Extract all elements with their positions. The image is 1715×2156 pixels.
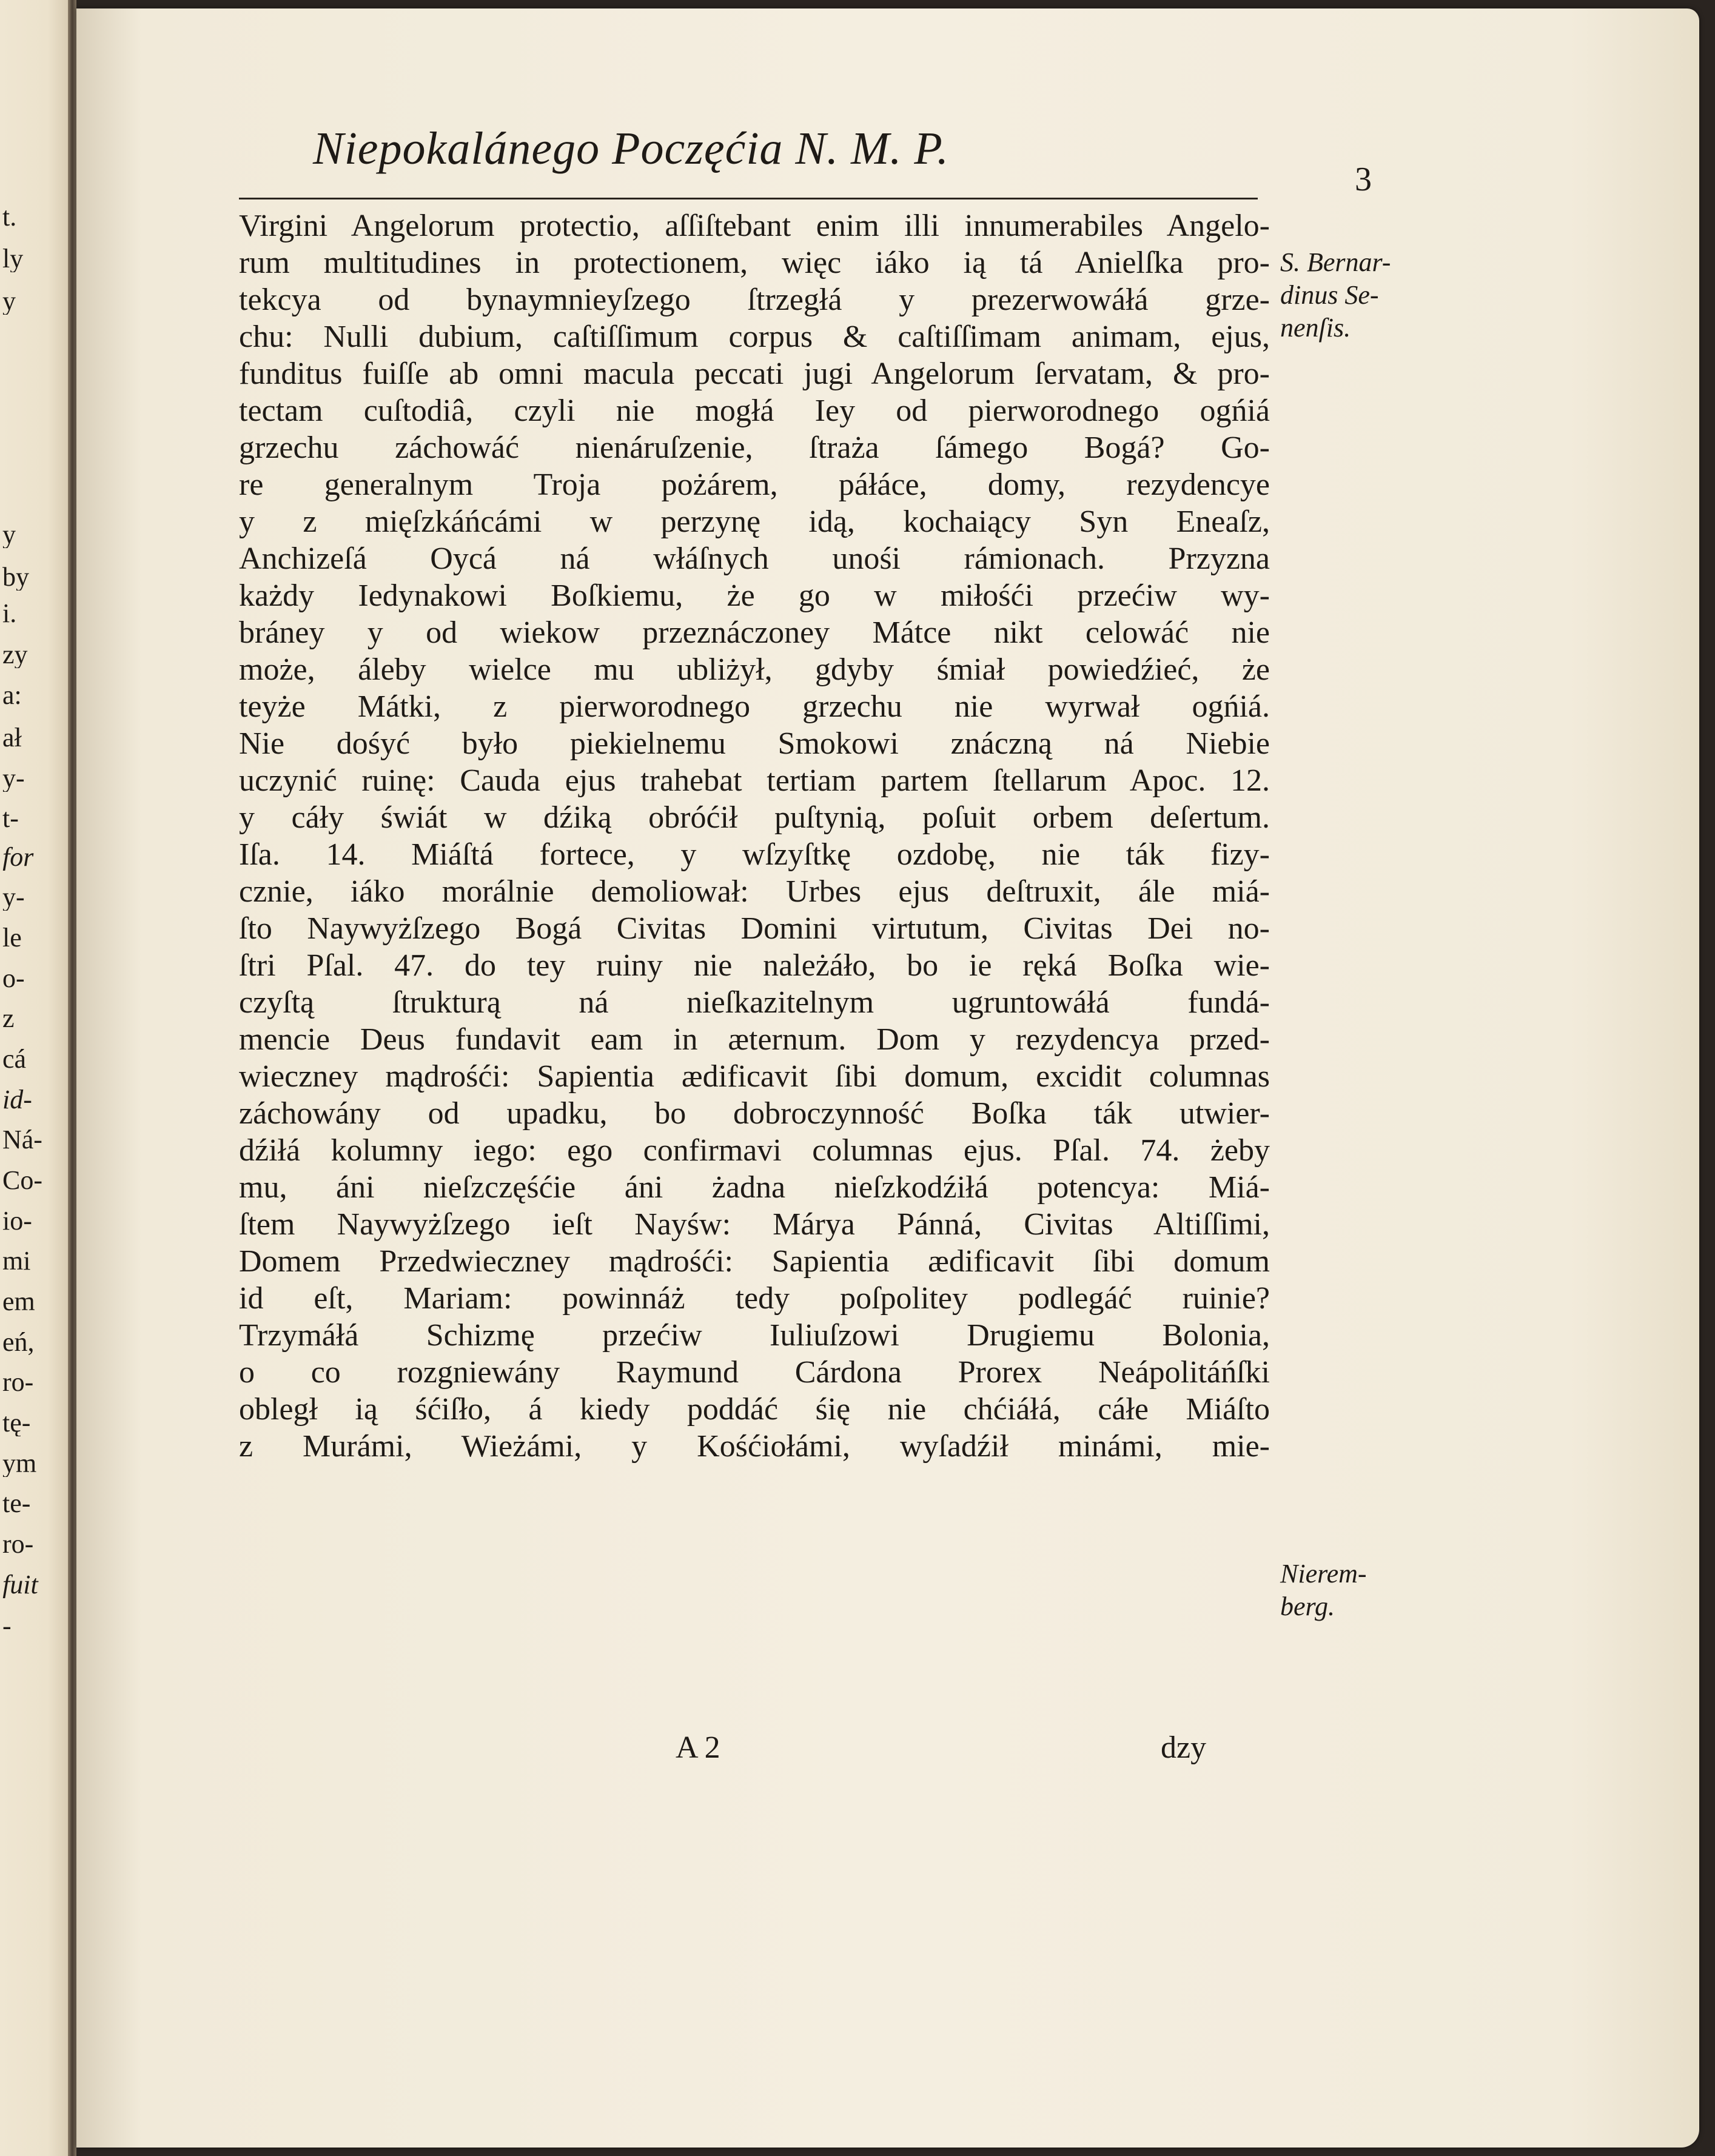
signature-mark: A 2: [676, 1730, 720, 1765]
facing-page-text-fragment: le: [2, 925, 22, 951]
text-line: mencie Deus fundavit eam in æternum. Dom y rezydencya przed-: [239, 1022, 1270, 1057]
text-line: wieczney mądrośći: Sapientia ædificavit ſibi domum, excidit columnas: [239, 1059, 1270, 1094]
margin-note-line: S. Bernar-: [1280, 247, 1391, 277]
text-line: Iſa. 14. Miáſtá fortece, y wſzyſtkę ozdobę, nie ták fizy-: [239, 837, 1270, 872]
text-line: Nie dośyć było piekielnemu Smokowi znáczną ná Niebie: [239, 726, 1270, 761]
facing-page-text-fragment: -: [2, 1613, 12, 1639]
page-number: 3: [1355, 161, 1372, 198]
facing-page-text-fragment: id-: [2, 1086, 32, 1113]
facing-page-text-fragment: y: [2, 288, 16, 315]
facing-page-text-fragment: mi: [2, 1248, 31, 1274]
facing-page-text-fragment: y-: [2, 765, 25, 792]
facing-page-text-fragment: for: [2, 844, 34, 871]
book-gutter: [68, 0, 76, 2156]
facing-page-text-fragment: cá: [2, 1046, 27, 1073]
catchword: dzy: [1161, 1730, 1207, 1765]
text-line: záchowány od upadku, bo dobroczynność Boſka ták utwier-: [239, 1096, 1270, 1131]
text-line: o co rozgniewány Raymund Cárdona Prorex Neápolitáńſki: [239, 1355, 1270, 1390]
facing-page-text-fragment: i.: [2, 600, 17, 627]
text-line: ſtri Pſal. 47. do tey ruiny nie należáło, bo ie ręká Boſka wie-: [239, 948, 1270, 983]
text-line: uczynić ruinę: Cauda ejus trahebat tertiam partem ſtellarum Apoc. 12.: [239, 763, 1270, 798]
margin-note-nieremberg: [1280, 1558, 1367, 1623]
facing-page-text-fragment: eń,: [2, 1329, 35, 1356]
facing-page-text-fragment: te-: [2, 1490, 31, 1517]
text-line: cznie, iáko morálnie demoliował: Urbes ejus deſtruxit, ále miá-: [239, 874, 1270, 909]
margin-note-bernardinus: [1280, 246, 1391, 344]
body-text: [239, 207, 1270, 1465]
facing-page-text-fragment: em: [2, 1288, 35, 1315]
facing-page-text-fragment: io-: [2, 1208, 32, 1234]
facing-page-fragment: [0, 0, 68, 2156]
text-line: ſto Naywyżſzego Bogá Civitas Domini virtutum, Civitas Dei no-: [239, 911, 1270, 946]
margin-note-line: berg.: [1280, 1592, 1335, 1621]
facing-page-text-fragment: Co-: [2, 1167, 42, 1194]
text-line: czyſtą ſtrukturą ná nieſkazitelnym ugruntowáłá fundá-: [239, 985, 1270, 1020]
margin-note-line: Nierem-: [1280, 1559, 1367, 1589]
text-line: obległ ią śćiſło, á kiedy poddáć śię nie chćiáłá, cáłe Miáſto: [239, 1392, 1270, 1427]
text-line: grzechu záchowáć nienáruſzenie, ſtraża ſámego Bogá? Go-: [239, 430, 1270, 465]
facing-page-text-fragment: ym: [2, 1450, 37, 1477]
text-line: bráney y od wiekow przeznáczoney Mátce nikt celowáć nie: [239, 615, 1270, 650]
text-line: tectam cuſtodiâ, czyli nie mogłá Iey od pierworodnego ogńiá: [239, 393, 1270, 428]
text-line: teyże Mátki, z pierworodnego grzechu nie wyrwał ogńiá.: [239, 689, 1270, 724]
facing-page-text-fragment: z: [2, 1005, 15, 1032]
text-line: dźiłá kolumny iego: ego confirmavi columnas ejus. Pſal. 74. żeby: [239, 1133, 1270, 1168]
text-line: Anchizeſá Oycá ná włáſnych unośi rámionach. Przyzna: [239, 541, 1270, 576]
facing-page-text-fragment: by: [2, 564, 29, 591]
facing-page-text-fragment: Ná-: [2, 1127, 42, 1153]
text-line: y cáły świát w dźiką obróćił puſtynią, poſuit orbem deſertum.: [239, 800, 1270, 835]
margin-note-line: dinus Se-: [1280, 280, 1379, 310]
text-line: Trzymáłá Schizmę przećiw Iuliuſzowi Drugiemu Bolonia,: [239, 1318, 1270, 1353]
text-line: mu, áni nieſzczęśćie áni żadna nieſzkodźiłá potencya: Miá-: [239, 1170, 1270, 1205]
running-head: Niepokalánego Poczęćia N. M. P.: [313, 123, 950, 174]
text-line: funditus fuiſſe ab omni macula peccati jugi Angelorum ſervatam, & pro-: [239, 357, 1270, 391]
text-line: re generalnym Troja pożárem, páłáce, domy, rezydencye: [239, 467, 1270, 502]
margin-note-line: nenſis.: [1280, 313, 1351, 343]
text-line: id eſt, Mariam: powinnáż tedy poſpolitey podlegáć ruinie?: [239, 1281, 1270, 1316]
page-footer: [239, 1729, 1270, 1766]
text-line: z Murámi, Wieżámi, y Kośćiołámi, wyſadźił minámi, mie-: [239, 1429, 1270, 1464]
facing-page-text-fragment: o-: [2, 965, 25, 992]
text-line: tekcya od bynaymnieyſzego ſtrzegłá y prezerwowáłá grze-: [239, 283, 1270, 317]
facing-page-text-fragment: ly: [2, 246, 24, 272]
text-line: rum multitudines in protectionem, więc iáko ią tá Anielſka pro-: [239, 246, 1270, 280]
facing-page-text-fragment: fuit: [2, 1572, 38, 1598]
facing-page-text-fragment: y-: [2, 884, 25, 911]
text-line: chu: Nulli dubium, caſtiſſimum corpus & caſtiſſimam animam, ejus,: [239, 320, 1270, 354]
text-line: ſtem Naywyżſzego ieſt Nayśw: Márya Pánná, Civitas Altiſſimi,: [239, 1207, 1270, 1242]
facing-page-text-fragment: t-: [2, 805, 19, 832]
text-line: Virgini Angelorum protectio, aſſiſtebant enim illi innumerabiles Angelo-: [239, 209, 1270, 243]
facing-page-text-fragment: t.: [2, 204, 17, 230]
facing-page-text-fragment: a:: [2, 682, 22, 709]
text-line: każdy Iedynakowi Boſkiemu, że go w miłośći przećiw wy-: [239, 578, 1270, 613]
facing-page-text-fragment: zy: [2, 641, 28, 668]
text-line: może, áleby wielce mu ubliżył, gdyby śmiał powiedźieć, że: [239, 652, 1270, 687]
facing-page-text-fragment: tę-: [2, 1410, 31, 1436]
facing-page-text-fragment: y: [2, 521, 16, 548]
text-line: Domem Przedwieczney mądrośći: Sapientia ædificavit ſibi domum: [239, 1244, 1270, 1279]
facing-page-text-fragment: ro-: [2, 1369, 34, 1396]
book-page: [76, 8, 1699, 2148]
text-line: y z mięſzkáńcámi w perzynę idą, kochaiący Syn Eneaſz,: [239, 504, 1270, 539]
facing-page-text-fragment: ro-: [2, 1531, 34, 1558]
header-rule: [239, 198, 1258, 199]
facing-page-text-fragment: ał: [2, 725, 22, 751]
